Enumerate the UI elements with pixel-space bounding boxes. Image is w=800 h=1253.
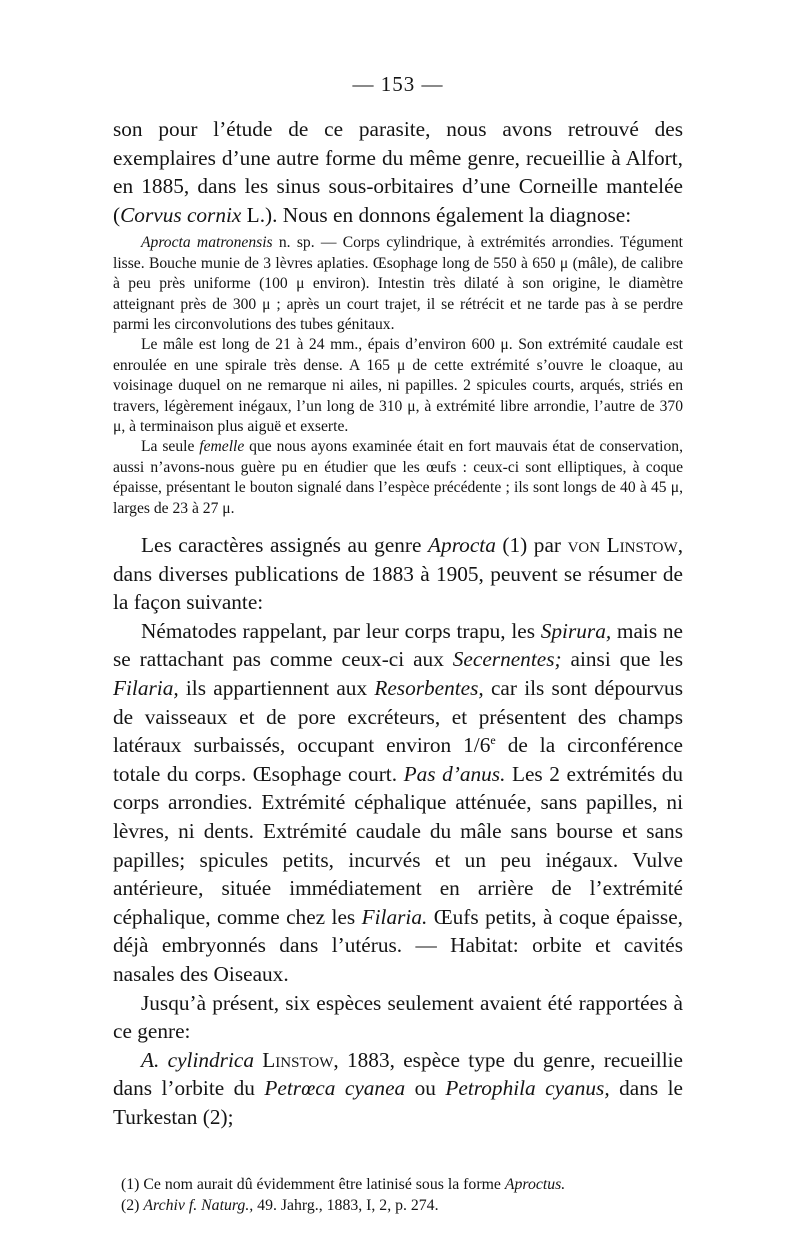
diagnosis-general: Aprocta matronensis n. sp. — Corps cylindrique, à extrémités arrondies. Tégument lisse. Bouche munie de 3 lèvres aplaties. Œsophage long de 550 à 650 μ (mâle), de calibre à peu près uniforme (100 μ environ). Intestin très dilaté à son origine, le diamètre atteignant près de 300 μ ; après un court trajet, il se rétrécit et ne tarde pas à se perdre parmi les circonvolutions des tubes génitaux. xyxy=(113,234,683,333)
species-diagnosis xyxy=(113,233,683,519)
diagnosis-female: La seule femelle que nous ayons examinée était en fort mauvais état de conservation, aussi n’avons-nous guère pu en étudier que les œufs : ceux-ci sont elliptiques, à coque épaisse, présentant le bouton signalé dans l’espèce précédente ; ils sont longs de 40 à 45 μ, larges de 23 à 27 μ. xyxy=(113,438,683,517)
intro-paragraph: son pour l’étude de ce parasite, nous avons retrouvé des exemplaires d’une autre forme du même genre, recueillie à Alfort, en 1885, dans les sinus sous-orbitaires d’une Corneille mantelée (Corvus cornix L.). Nous en donnons également la diagnose: xyxy=(113,117,683,227)
species-count-paragraph: Jusqu’à présent, six espèces seulement avaient été rapportées à ce genre: xyxy=(113,990,683,1044)
genus-characters-paragraph: Les caractères assignés au genre Aprocta (1) par von Linstow, dans diverses publications de 1883 à 1905, peuvent se résumer de la façon suivante: xyxy=(113,533,684,615)
footnotes xyxy=(113,1174,683,1216)
diagnosis-male: Le mâle est long de 21 à 24 mm., épais d’environ 600 μ. Son extrémité caudale est enroulée en une spirale très dense. A 165 μ de cette extrémité s’ouvre le cloaque, au voisinage duquel on ne remarque ni ailes, ni papilles. 2 spicules courts, arqués, striés en travers, légèrement inégaux, l’un long de 310 μ, à extrémité libre arrondie, l’autre de 370 μ, à terminaison plus aiguë et exserte. xyxy=(113,336,683,436)
nematodes-description-paragraph: Nématodes rappelant, par leur corps trapu, les Spirura, mais ne se rattachant pas comme ceux-ci aux Secernentes; ainsi que les Filaria, ils appartiennent aux Resorbentes, car ils sont dépourvus de vaisseaux et de pore excréteurs, et présentent des champs latéraux surbaissés, occupant environ 1/6e de la circonférence totale du corps. Œsophage court. Pas d’anus. Les 2 extrémités du corps arrondies. Extrémité céphalique atténuée, sans papilles, ni lèvres, ni dents. Extrémité caudale du mâle sans bourse et sans papilles; spicules petits, incurvés et un peu inégaux. Vulve antérieure, située immédiatement en arrière de l’extrémité céphalique, comme chez les Filaria. Œufs petits, à coque épaisse, déjà embryonnés dans l’utérus. — Habitat: orbite et cavités nasales des Oiseaux. xyxy=(113,618,684,986)
page xyxy=(113,72,683,1216)
cylindrica-paragraph: A. cylindrica Linstow, 1883, espèce type du genre, recueillie dans l’orbite du Petrœca cyanea ou Petrophila cyanus, dans le Turkestan (2); xyxy=(113,1047,683,1129)
page-number: — 153 — xyxy=(352,72,444,96)
footnote-2: (2) Archiv f. Naturg., 49. Jahrg., 1883, I, 2, p. 274. xyxy=(121,1196,439,1214)
footnote-1: (1) Ce nom aurait dû évidemment être latinisé sous la forme Aproctus. xyxy=(121,1175,566,1193)
